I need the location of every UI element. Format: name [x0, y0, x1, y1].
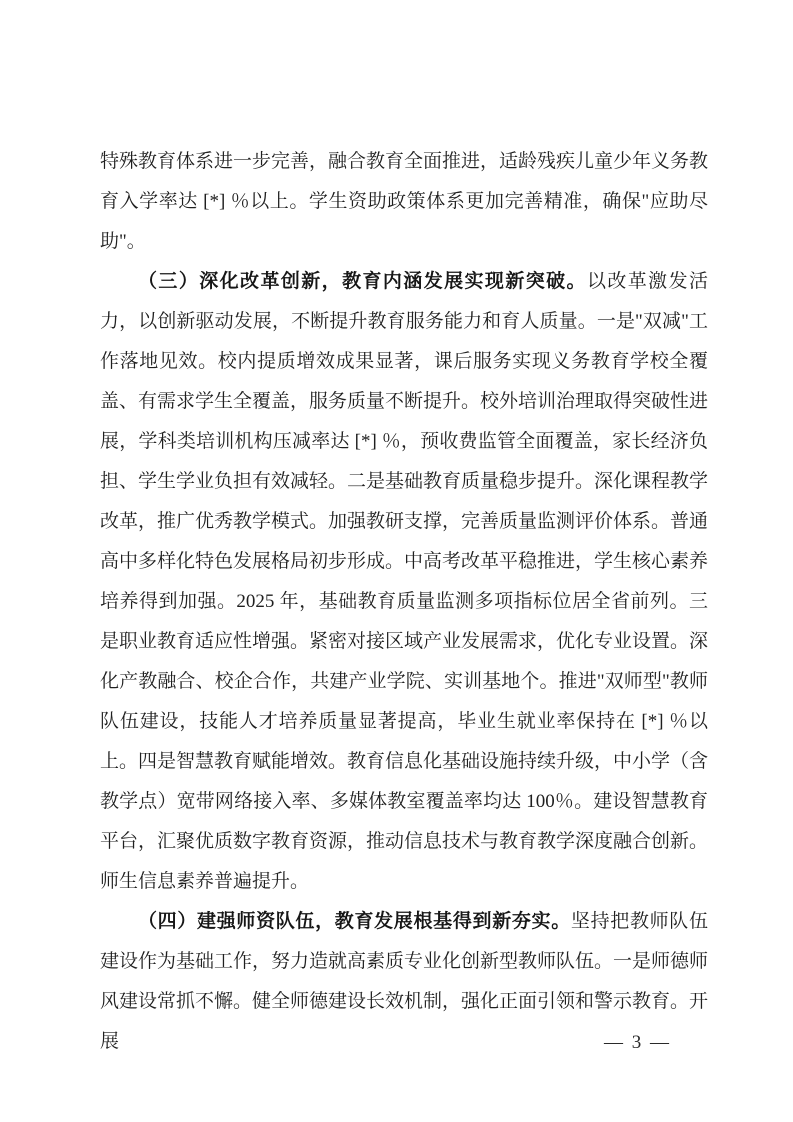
paragraph	[100, 262, 708, 902]
paragraph-heading: （四）建强师资队伍，教育发展根基得到新夯实。	[138, 911, 571, 932]
paragraph-body: 坚持把教师队伍建设作为基础工作，努力造就高素质专业化创新型教师队伍。一是师德师风建设常抓不懈。健全师德建设长效机制，强化正面引领和警示教育。开展	[100, 911, 709, 1052]
page-number: — 3 —	[604, 1032, 671, 1053]
paragraph-heading: （三）深化改革创新，教育内涵发展实现新突破。	[138, 271, 587, 292]
paragraph-body: 特殊教育体系进一步完善，融合教育全面推进，适龄残疾儿童少年义务教育入学率达 [*] ％以上。学生资助政策体系更加完善精准，确保"应助尽助"。	[100, 151, 709, 252]
paragraph-body: 以改革激发活力，以创新驱动发展，不断提升教育服务能力和育人质量。一是"双减"工作落地见效。校内提质增效成果显著，课后服务实现义务教育学校全覆盖、有需求学生全覆盖，服务质量不断提升。校外培训治理取得突破性进展，学科类培训机构压减率达 [*] ％，预收费监管全面覆盖，家长经济负担、学生学业负担有效减轻。二是基础教育质量稳步提升。深化课程教学改革，推广优秀教学模式。加强教研支撑，完善质量监测评价体系。普通高中多样化特色发展格局初步形成。中高考改革平稳推进，学生核心素养培养得到加强。2025 年，基础教育质量监测多项指标位居全省前列。三是职业教育适应性增强。紧密对接区域产业发展需求，优化专业设置。深化产教融合、校企合作，共建产业学院、实训基地个。推进"双师型"教师队伍建设，技能人才培养质量显著提高，毕业生就业率保持在 [*] ％以上。四是智慧教育赋能增效。教育信息化基础设施持续升级，中小学（含教学点）宽带网络接入率、多媒体教室覆盖率均达 100％。建设智慧教育平台，汇聚优质数字教育资源，推动信息技术与教育教学深度融合创新。师生信息素养普遍提升。	[100, 271, 709, 892]
paragraph	[100, 142, 708, 262]
document-body	[100, 142, 708, 1062]
